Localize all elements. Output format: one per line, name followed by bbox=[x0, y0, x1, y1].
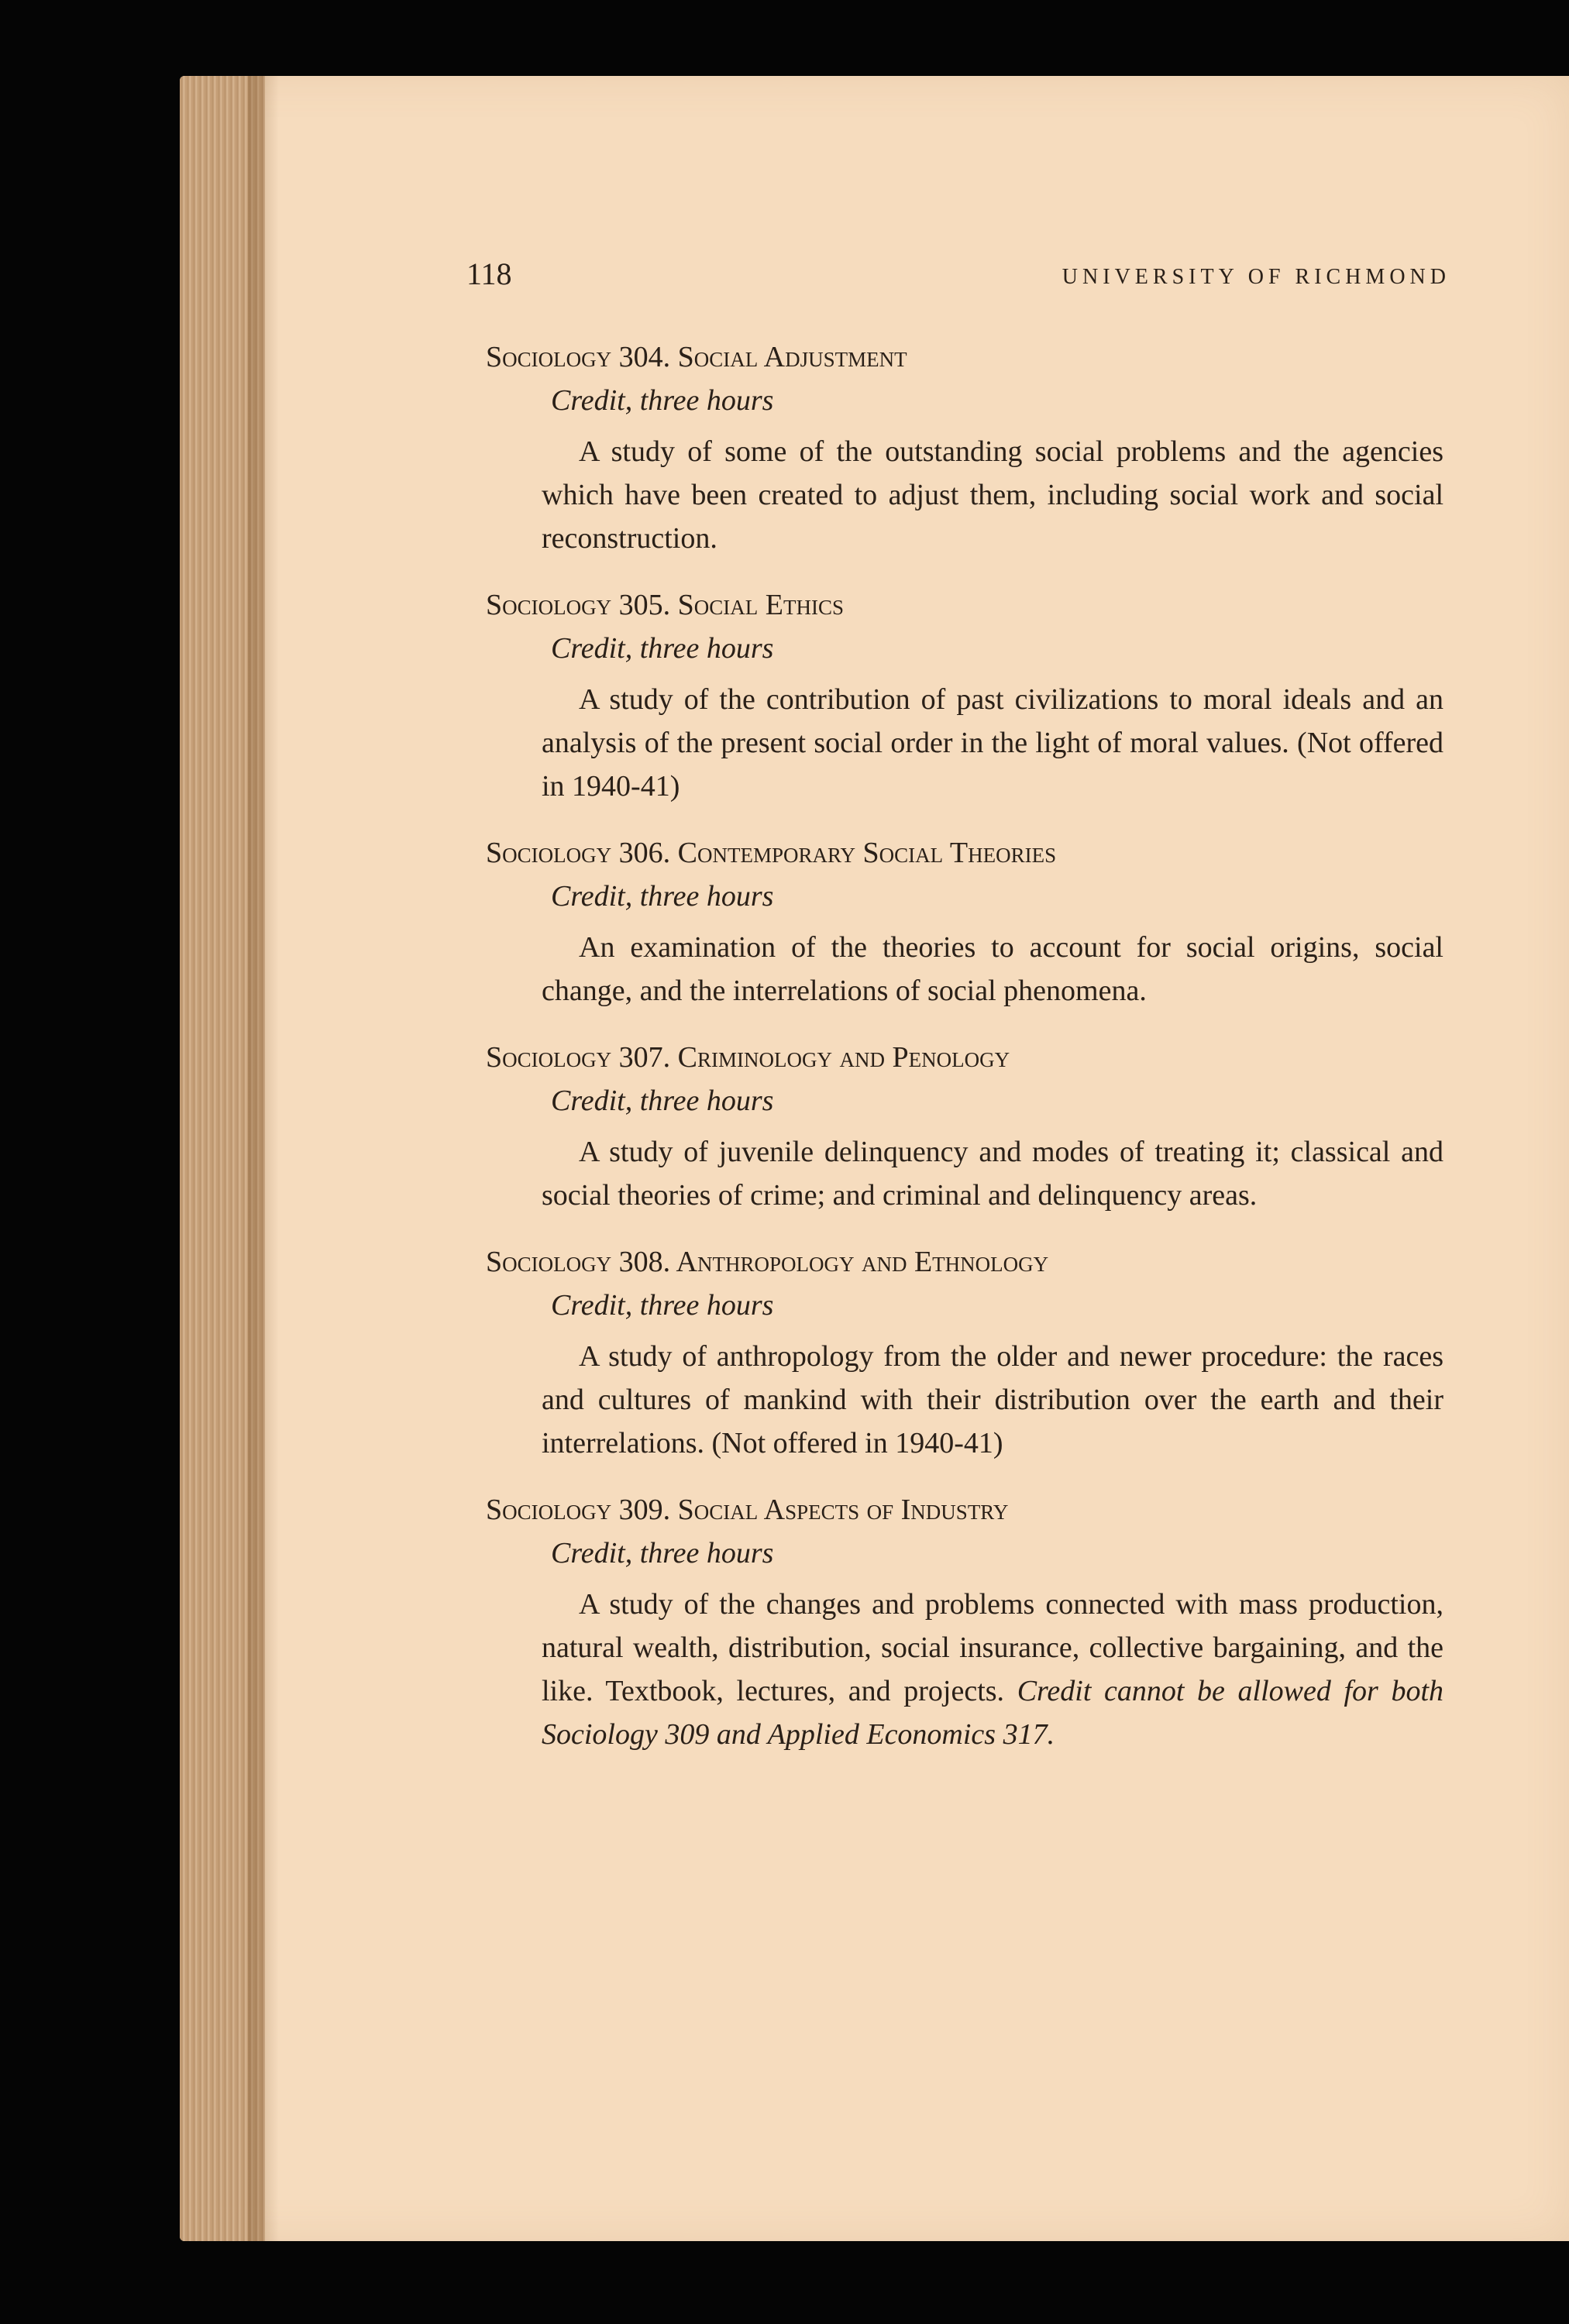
course-credit: Credit, three hours bbox=[551, 1085, 774, 1117]
course-entry bbox=[486, 1488, 1443, 1756]
course-description: A study of anthropology from the older and newer procedure: the races and cultures of mankind with their distribution over the earth and their interrelations. (Not offered in 1940-41) bbox=[542, 1340, 1443, 1459]
course-entry bbox=[486, 583, 1443, 808]
course-label: Sociology bbox=[486, 1246, 612, 1278]
course-description: A study of some of the outstanding social problems and the agencies which have been created to adjust them, including social work and social reconstruction. bbox=[542, 435, 1443, 555]
page-header bbox=[466, 256, 1450, 302]
course-label: Sociology bbox=[486, 1494, 612, 1526]
course-heading bbox=[486, 335, 1443, 379]
course-title: Criminology and Penology bbox=[677, 1041, 1010, 1074]
course-title: Social Adjustment bbox=[677, 341, 907, 373]
course-heading bbox=[486, 1488, 1443, 1532]
course-description: An examination of the theories to account for social origins, social change, and the interrelations of social phenomena. bbox=[542, 931, 1443, 1007]
course-credit: Credit, three hours bbox=[551, 880, 774, 913]
course-number: 306. bbox=[618, 837, 671, 869]
course-number: 309. bbox=[618, 1494, 671, 1526]
course-number: 304. bbox=[618, 341, 671, 373]
course-title: Social Aspects of Industry bbox=[677, 1494, 1009, 1526]
course-list bbox=[486, 335, 1443, 1779]
course-title: Contemporary Social Theories bbox=[677, 837, 1057, 869]
course-number: 307. bbox=[618, 1041, 671, 1074]
course-credit: Credit, three hours bbox=[551, 632, 774, 665]
course-note: Credit cannot be allowed for both Sociology 309 and Applied Economics 317. bbox=[542, 1675, 1443, 1751]
course-entry bbox=[486, 1240, 1443, 1465]
course-number: 305. bbox=[618, 589, 671, 621]
gutter-shadow bbox=[248, 76, 279, 2241]
course-entry bbox=[486, 1036, 1443, 1217]
page-number: 118 bbox=[466, 256, 512, 291]
course-description-text: A study of the changes and problems connected with mass production, natural wealth, distribution, social insurance, collective bargaining, and the like. Textbook, lectures, and projects. bbox=[542, 1588, 1443, 1707]
course-heading bbox=[486, 1036, 1443, 1079]
course-credit: Credit, three hours bbox=[551, 1289, 774, 1322]
course-credit: Credit, three hours bbox=[551, 1537, 774, 1569]
course-heading bbox=[486, 583, 1443, 627]
course-title: Anthropology and Ethnology bbox=[676, 1246, 1049, 1278]
course-label: Sociology bbox=[486, 589, 612, 621]
course-number: 308. bbox=[618, 1246, 671, 1278]
course-heading bbox=[486, 1240, 1443, 1284]
course-label: Sociology bbox=[486, 1041, 612, 1074]
course-description: A study of the contribution of past civilizations to moral ideals and an analysis of the present social order in the light of moral values. (Not offered in 1940-41) bbox=[542, 683, 1443, 803]
course-credit: Credit, three hours bbox=[551, 384, 774, 417]
course-label: Sociology bbox=[486, 341, 612, 373]
course-description: A study of juvenile delinquency and modes of treating it; classical and social theories of crime; and criminal and delinquency areas. bbox=[542, 1136, 1443, 1212]
course-entry bbox=[486, 831, 1443, 1012]
course-description bbox=[542, 1583, 1443, 1756]
course-label: Sociology bbox=[486, 837, 612, 869]
course-heading bbox=[486, 831, 1443, 875]
course-title: Social Ethics bbox=[677, 589, 844, 621]
running-title: UNIVERSITY OF RICHMOND bbox=[1061, 265, 1450, 289]
course-entry bbox=[486, 335, 1443, 560]
